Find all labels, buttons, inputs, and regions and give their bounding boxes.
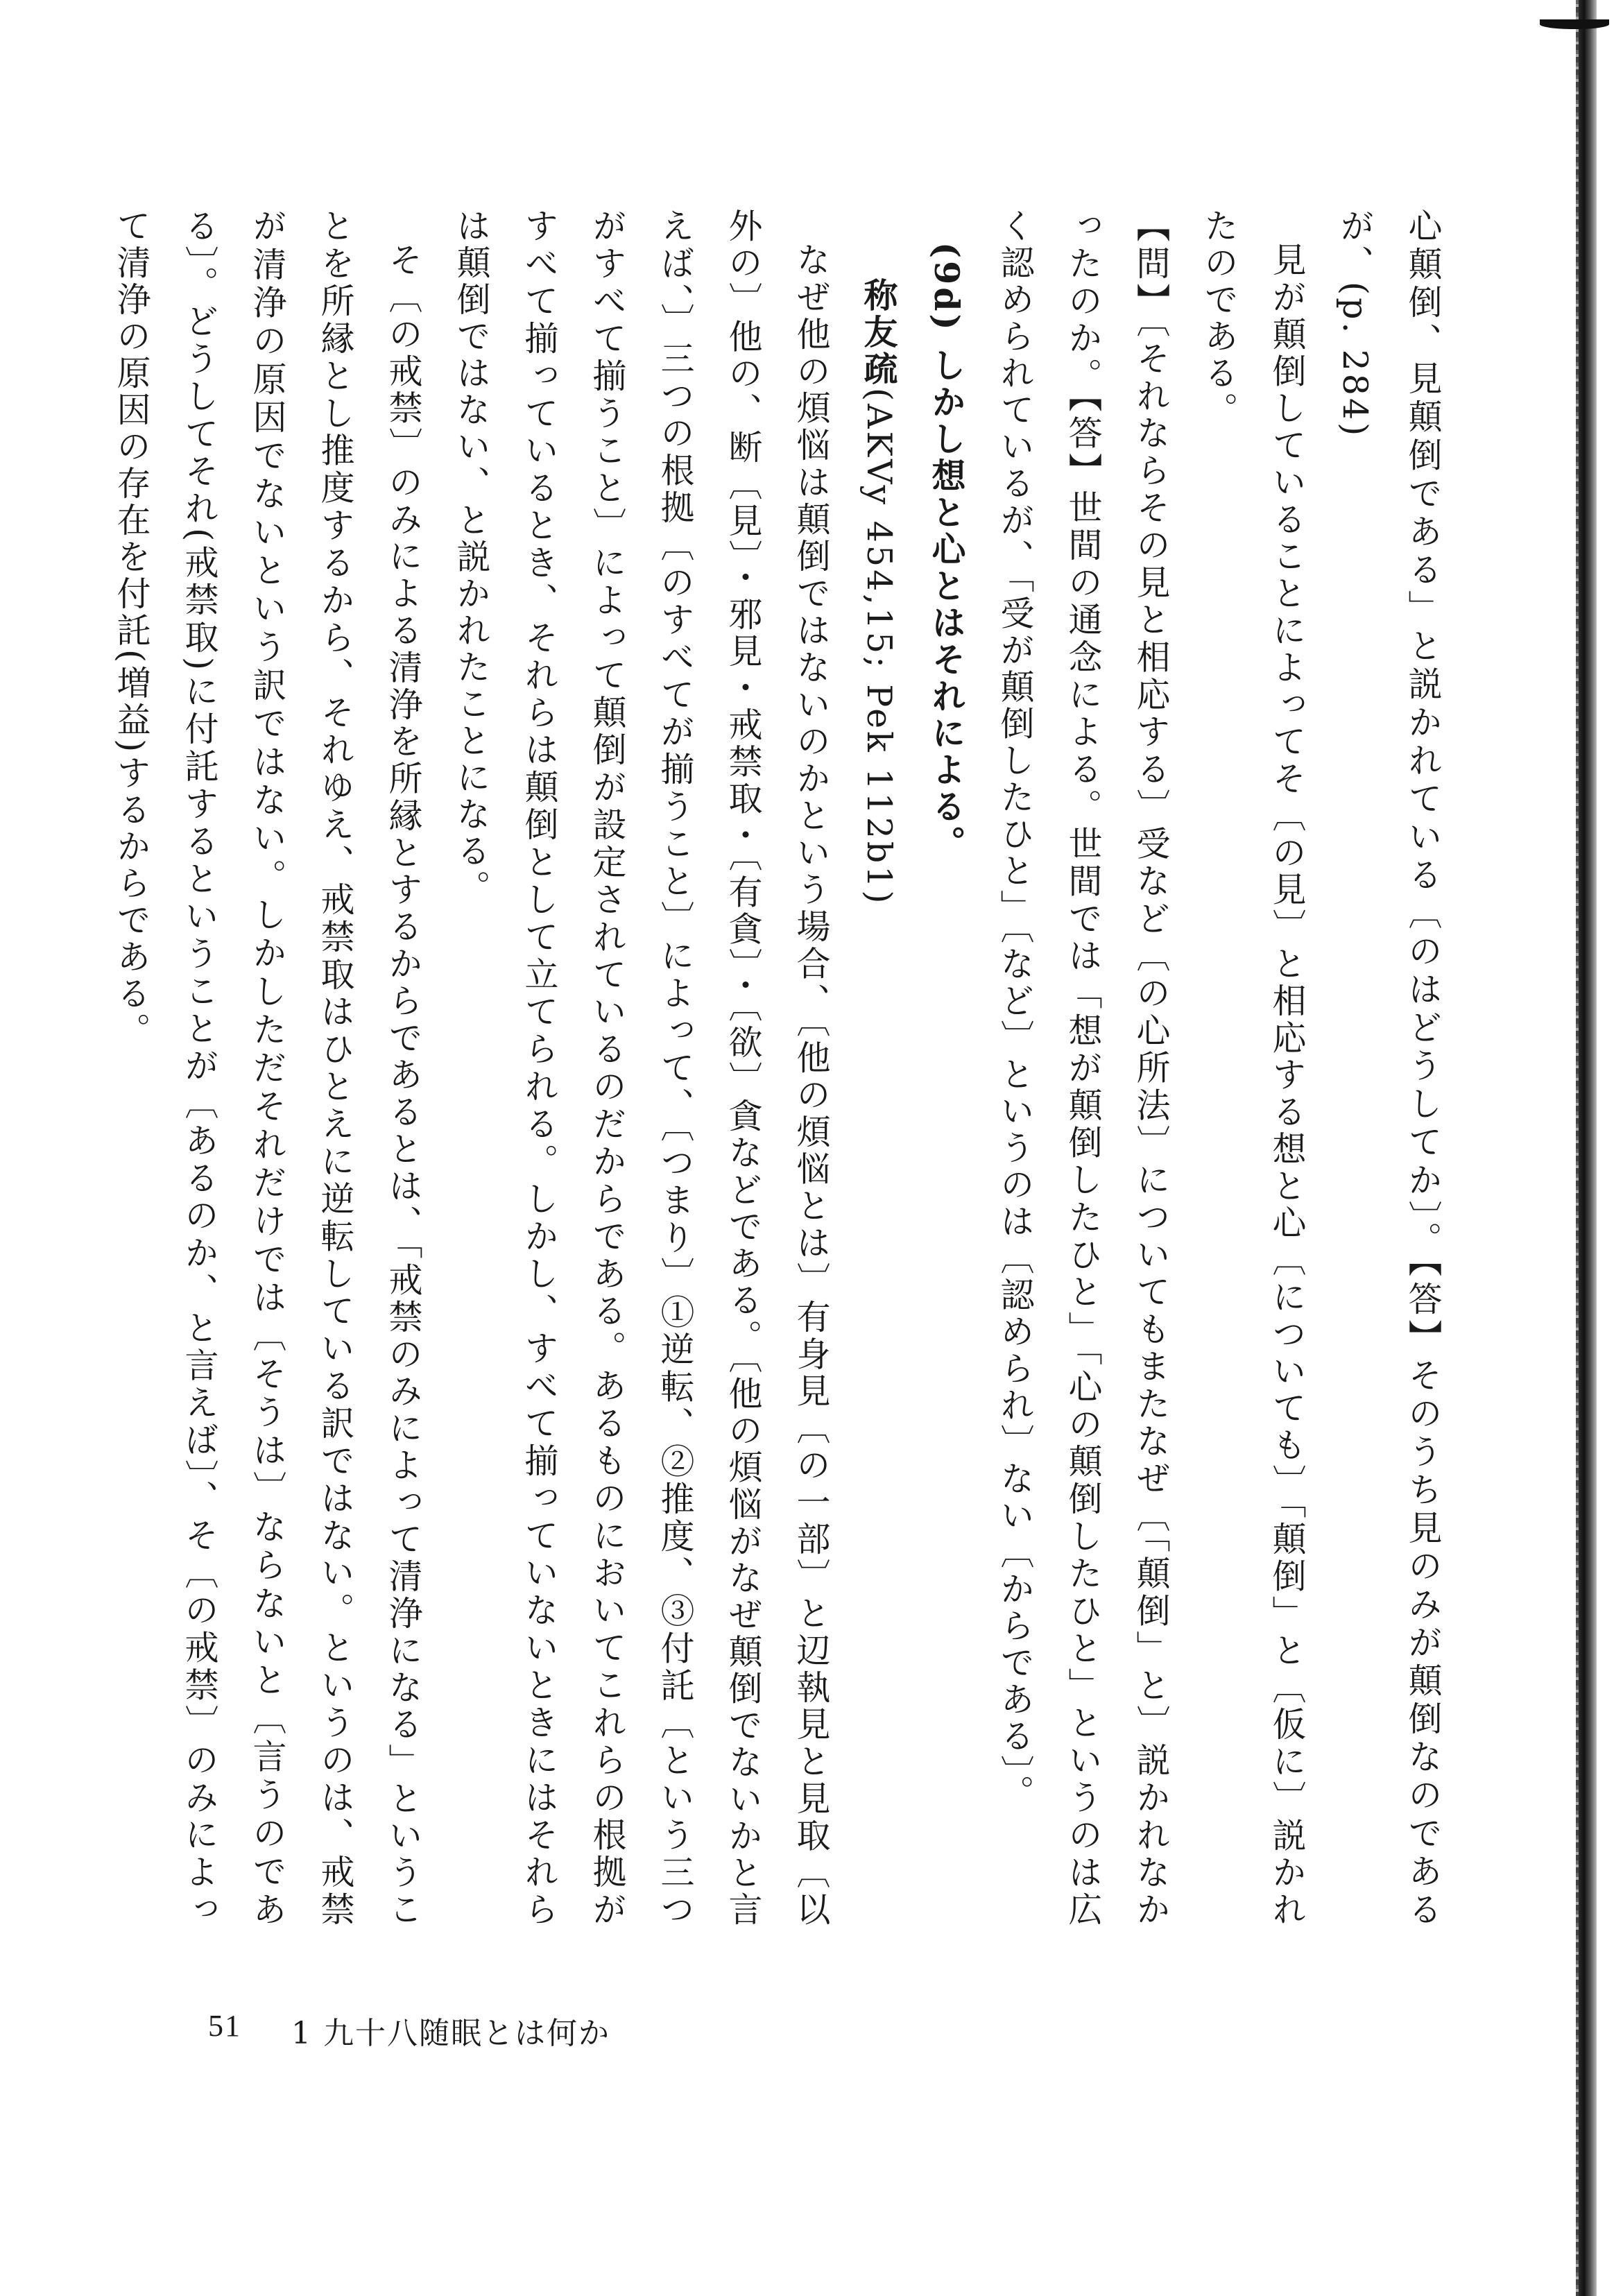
commentary-reference: (AKVy 454,15; Pek 112b1) — [859, 388, 899, 907]
page-edge — [1540, 0, 1623, 2296]
paragraph-4: なぜ他の煩悩は顛倒ではないのかという場合、〔他の煩悩とは〕有身見〔の一部〕と辺執見と見取〔以外の〕他の、断〔見〕・邪見・戒禁取・〔有貪〕・〔欲〕貪などである。〔他の煩悩がなぜ顛倒でないかと言えば、〕三つの根拠〔のすべてが揃うこと〕によって、〔つまり〕①逆転、②推度、③付託〔という三つがすべて揃うこと〕によって顛倒が設定されているのだからである。あるものにおいてこれらの根拠がすべて揃っているとき、それらは顛倒として立てられる。しかし、すべて揃っていないときにはそれらは顛倒ではない、と説かれたことになる。 — [452, 208, 831, 1928]
page-number: 51 — [208, 2009, 241, 2043]
binding-shadow — [1576, 0, 1597, 2296]
binding-spine — [1576, 0, 1579, 2296]
paragraph-1: 心顛倒、見顛倒である」と説かれている〔のはどうしてか〕。【答】そのうち見のみが顛倒なのであるが、(p. 284) — [1335, 208, 1443, 1928]
paragraph-2: 見が顛倒していることによってそ〔の見〕と相応する想と心〔についても〕「顛倒」と〔仮に〕説かれたのである。 — [1199, 208, 1307, 1928]
paragraph-5: そ〔の戒禁〕のみによる清浄を所縁とするからであるとは、「戒禁のみによって清浄になる」ということを所縁とし推度するから、それゆえ、戒禁取はひとえに逆転している訳ではない。というのは、戒禁が清浄の原因でないという訳ではない。しかしただそれだけでは〔そうは〕ならないと〔言うのである〕。どうしてそれ(戒禁取)に付託するということが〔あるのか、と言えば〕、そ〔の戒禁〕のみによって清浄の原因の存在を付託(増益)するからである。 — [112, 208, 423, 1928]
section-heading-9d: (9d) しかし想と心とはそれによる。 — [927, 242, 967, 862]
main-text — [112, 208, 1457, 1928]
binding-cap — [1540, 19, 1609, 29]
commentary-title: 称友疏 — [859, 277, 899, 388]
commentary-heading — [845, 277, 913, 1928]
paragraph-3: 【問】〔それならその見と相応する〕受など〔の心所法〕についてもまたなぜ〔「顛倒」と〕説かれなかったのか。【答】世間の通念による。世間では「想が顛倒したひと」「心の顛倒したひと」というのは広く認められているが、「受が顛倒したひと」〔など〕というのは〔認められ〕ない〔からである〕。 — [995, 208, 1171, 1928]
running-head: 1 九十八随眠とは何か — [291, 2016, 610, 2051]
